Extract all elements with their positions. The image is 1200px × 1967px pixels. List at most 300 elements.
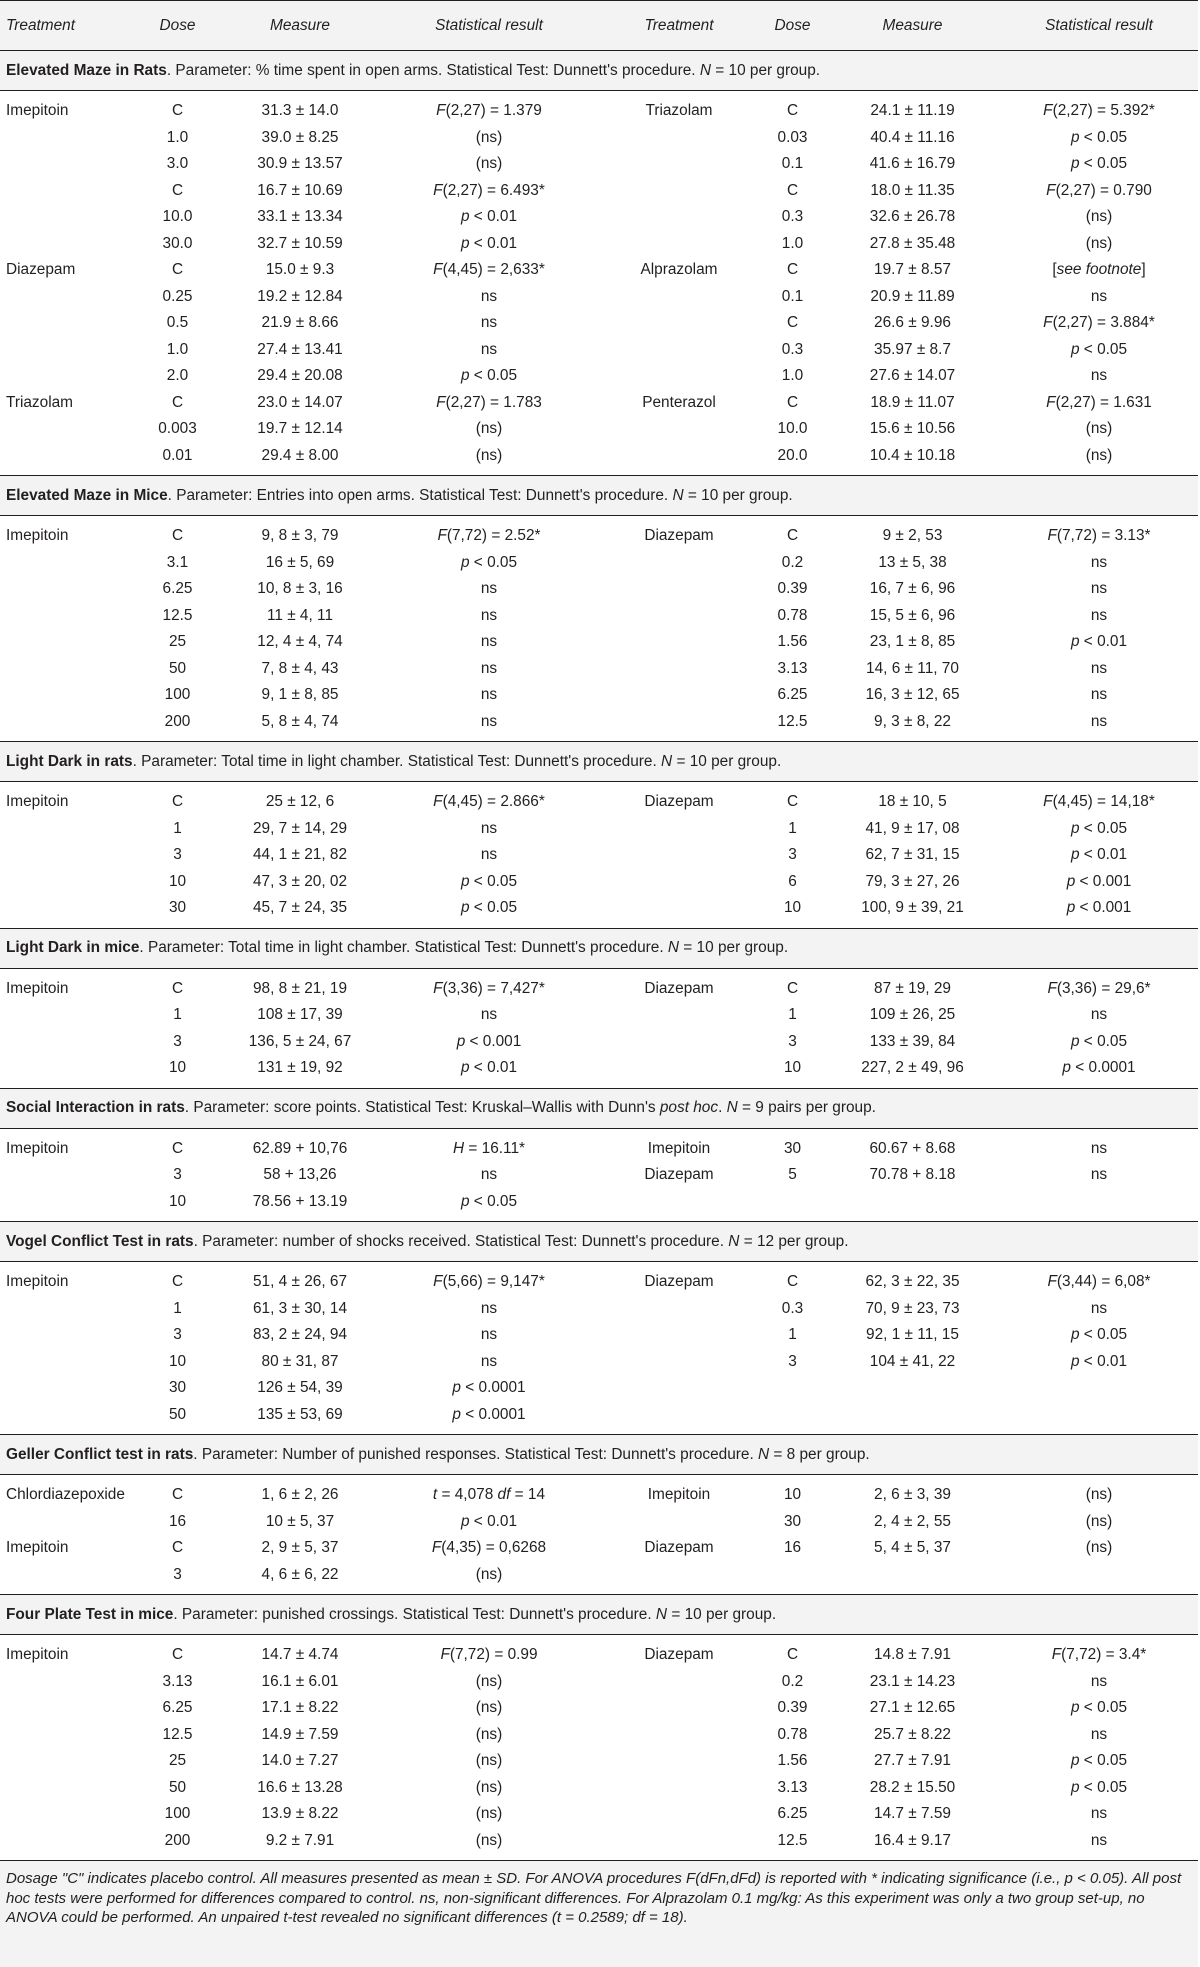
cell-treatment: Chlordiazepoxide <box>0 1475 135 1509</box>
cell-measure-2: 133 ± 39, 84 <box>825 1029 1000 1056</box>
cell-treatment <box>0 895 135 928</box>
cell-treatment-2 <box>598 656 760 683</box>
cell-dose-2 <box>760 1375 825 1402</box>
cell-stat-result-2: ns <box>1000 1002 1198 1029</box>
table-row <box>0 842 1198 869</box>
cell-dose-2 <box>760 1562 825 1595</box>
cell-stat-result-2: p < 0.05 <box>1000 1775 1198 1802</box>
table-row <box>0 1669 1198 1696</box>
cell-measure-2: 40.4 ± 11.16 <box>825 125 1000 152</box>
cell-measure-2: 62, 3 ± 22, 35 <box>825 1262 1000 1296</box>
cell-treatment-2 <box>598 709 760 742</box>
cell-dose: 10 <box>135 1349 220 1376</box>
cell-treatment-2: Triazolam <box>598 91 760 125</box>
cell-dose: 30 <box>135 895 220 928</box>
cell-treatment-2 <box>598 869 760 896</box>
cell-stat-result-2: ns <box>1000 709 1198 742</box>
cell-measure-2: 28.2 ± 15.50 <box>825 1775 1000 1802</box>
cell-treatment-2 <box>598 1349 760 1376</box>
cell-dose: 3.1 <box>135 550 220 577</box>
cell-dose-2: 0.1 <box>760 151 825 178</box>
cell-treatment <box>0 1055 135 1088</box>
cell-stat-result-2: ns <box>1000 682 1198 709</box>
cell-measure: 47, 3 ± 20, 02 <box>220 869 380 896</box>
cell-stat-result: p < 0.05 <box>380 895 598 928</box>
cell-measure-2: 16.4 ± 9.17 <box>825 1828 1000 1861</box>
cell-treatment-2: Diazepam <box>598 782 760 816</box>
table-row <box>0 1475 1198 1509</box>
cell-dose-2: C <box>760 782 825 816</box>
cell-stat-result: F(2,27) = 6.493* <box>380 178 598 205</box>
cell-treatment: Imepitoin <box>0 1535 135 1562</box>
cell-stat-result: p < 0.001 <box>380 1029 598 1056</box>
cell-dose-2: 3 <box>760 842 825 869</box>
cell-stat-result-2: p < 0.05 <box>1000 151 1198 178</box>
cell-treatment <box>0 1828 135 1861</box>
table-row <box>0 1748 1198 1775</box>
cell-treatment <box>0 1349 135 1376</box>
cell-dose-2: C <box>760 310 825 337</box>
cell-measure-2: 14, 6 ± 11, 70 <box>825 656 1000 683</box>
table-row <box>0 1055 1198 1088</box>
cell-measure-2: 18.9 ± 11.07 <box>825 390 1000 417</box>
cell-stat-result: F(5,66) = 9,147* <box>380 1262 598 1296</box>
section-caption <box>0 1595 1198 1635</box>
cell-measure: 131 ± 19, 92 <box>220 1055 380 1088</box>
cell-treatment <box>0 363 135 390</box>
section-description: . Parameter: score points. Statistical Test: Kruskal–Wallis with Dunn's post hoc. N = 9 pairs per group. <box>185 1099 876 1116</box>
cell-treatment-2 <box>598 363 760 390</box>
cell-stat-result: p < 0.01 <box>380 1055 598 1088</box>
cell-measure: 14.7 ± 4.74 <box>220 1635 380 1669</box>
cell-measure-2: 14.8 ± 7.91 <box>825 1635 1000 1669</box>
section-title: Vogel Conflict Test in rats <box>6 1233 194 1250</box>
table-row <box>0 629 1198 656</box>
cell-dose: C <box>135 1635 220 1669</box>
cell-measure-2 <box>825 1189 1000 1222</box>
cell-stat-result-2: p < 0.001 <box>1000 869 1198 896</box>
cell-treatment-2 <box>598 337 760 364</box>
section-description: . Parameter: Total time in light chamber. Statistical Test: Dunnett's procedure. N = 10 per group. <box>133 753 782 770</box>
cell-dose: 200 <box>135 1828 220 1861</box>
cell-dose-2: 16 <box>760 1535 825 1562</box>
cell-dose: 3 <box>135 842 220 869</box>
cell-dose-2: C <box>760 516 825 550</box>
cell-measure-2: 19.7 ± 8.57 <box>825 257 1000 284</box>
cell-measure: 51, 4 ± 26, 67 <box>220 1262 380 1296</box>
cell-measure: 16.7 ± 10.69 <box>220 178 380 205</box>
cell-stat-result: F(3,36) = 7,427* <box>380 968 598 1002</box>
cell-stat-result-2: (ns) <box>1000 1475 1198 1509</box>
table-row <box>0 1162 1198 1189</box>
cell-treatment-2 <box>598 1296 760 1323</box>
cell-dose-2: 12.5 <box>760 1828 825 1861</box>
cell-stat-result: ns <box>380 1002 598 1029</box>
table-row <box>0 231 1198 258</box>
cell-dose: 1 <box>135 816 220 843</box>
cell-treatment-2 <box>598 178 760 205</box>
table-row <box>0 1562 1198 1595</box>
cell-measure-2: 109 ± 26, 25 <box>825 1002 1000 1029</box>
cell-dose-2: 30 <box>760 1509 825 1536</box>
cell-treatment <box>0 1669 135 1696</box>
cell-measure-2: 23.1 ± 14.23 <box>825 1669 1000 1696</box>
table-row <box>0 1322 1198 1349</box>
cell-treatment <box>0 550 135 577</box>
cell-treatment-2 <box>598 231 760 258</box>
cell-measure: 9, 8 ± 3, 79 <box>220 516 380 550</box>
cell-stat-result-2: ns <box>1000 284 1198 311</box>
cell-measure: 83, 2 ± 24, 94 <box>220 1322 380 1349</box>
cell-measure-2: 227, 2 ± 49, 96 <box>825 1055 1000 1088</box>
cell-stat-result: (ns) <box>380 1695 598 1722</box>
cell-measure-2: 16, 3 ± 12, 65 <box>825 682 1000 709</box>
cell-stat-result-2: p < 0.05 <box>1000 337 1198 364</box>
cell-treatment-2 <box>598 1375 760 1402</box>
cell-measure: 16.6 ± 13.28 <box>220 1775 380 1802</box>
table-footnote: Dosage "C" indicates placebo control. All measures presented as mean ± SD. For ANOVA procedures F(dFn,dFd) is reported with * indicating significance (i.e., p < 0.05). All post hoc tests were performed for differences compared to control. ns, non-significant differences. For Alprazolam 0.1 mg/kg: As this experiment was only a two group set-up, no ANOVA could be performed. An unpaired t-test revealed no significant differences (t = 0.2589; df = 18). <box>0 1861 1198 1967</box>
cell-measure-2: 13 ± 5, 38 <box>825 550 1000 577</box>
table-row <box>0 603 1198 630</box>
section-caption <box>0 476 1198 516</box>
cell-treatment-2 <box>598 1509 760 1536</box>
cell-dose: C <box>135 516 220 550</box>
cell-measure: 17.1 ± 8.22 <box>220 1695 380 1722</box>
cell-treatment <box>0 416 135 443</box>
cell-treatment: Diazepam <box>0 257 135 284</box>
cell-stat-result: ns <box>380 576 598 603</box>
cell-stat-result-2: p < 0.05 <box>1000 1029 1198 1056</box>
cell-measure: 25 ± 12, 6 <box>220 782 380 816</box>
cell-dose-2: 20.0 <box>760 443 825 476</box>
cell-stat-result-2: F(7,72) = 3.4* <box>1000 1635 1198 1669</box>
cell-stat-result-2: ns <box>1000 1162 1198 1189</box>
cell-stat-result: ns <box>380 709 598 742</box>
cell-stat-result: ns <box>380 682 598 709</box>
cell-measure-2: 24.1 ± 11.19 <box>825 91 1000 125</box>
cell-treatment <box>0 337 135 364</box>
cell-stat-result: ns <box>380 337 598 364</box>
cell-treatment-2 <box>598 284 760 311</box>
table-row <box>0 125 1198 152</box>
cell-measure-2: 104 ± 41, 22 <box>825 1349 1000 1376</box>
cell-stat-result-2: p < 0.05 <box>1000 1695 1198 1722</box>
cell-treatment <box>0 310 135 337</box>
cell-stat-result: ns <box>380 1162 598 1189</box>
section-title: Geller Conflict test in rats <box>6 1446 193 1463</box>
table-row <box>0 151 1198 178</box>
cell-measure: 1, 6 ± 2, 26 <box>220 1475 380 1509</box>
cell-treatment-2 <box>598 1562 760 1595</box>
cell-stat-result-2: F(3,36) = 29,6* <box>1000 968 1198 1002</box>
cell-treatment-2 <box>598 842 760 869</box>
cell-measure-2: 5, 4 ± 5, 37 <box>825 1535 1000 1562</box>
cell-dose: C <box>135 178 220 205</box>
table-row <box>0 337 1198 364</box>
cell-measure: 31.3 ± 14.0 <box>220 91 380 125</box>
cell-treatment-2: Penterazol <box>598 390 760 417</box>
cell-dose: 50 <box>135 1775 220 1802</box>
section-description: . Parameter: punished crossings. Statistical Test: Dunnett's procedure. N = 10 per group. <box>173 1606 776 1623</box>
cell-stat-result: ns <box>380 629 598 656</box>
cell-measure: 19.2 ± 12.84 <box>220 284 380 311</box>
cell-stat-result-2 <box>1000 1402 1198 1435</box>
cell-measure: 19.7 ± 12.14 <box>220 416 380 443</box>
cell-treatment <box>0 1562 135 1595</box>
table-row <box>0 516 1198 550</box>
cell-stat-result-2: p < 0.05 <box>1000 1748 1198 1775</box>
cell-dose-2: C <box>760 390 825 417</box>
cell-measure-2: 60.67 + 8.68 <box>825 1128 1000 1162</box>
cell-dose: 3.13 <box>135 1669 220 1696</box>
cell-dose: 3 <box>135 1029 220 1056</box>
cell-measure-2: 14.7 ± 7.59 <box>825 1801 1000 1828</box>
cell-dose: 0.25 <box>135 284 220 311</box>
cell-treatment <box>0 1162 135 1189</box>
cell-dose-2 <box>760 1402 825 1435</box>
cell-dose-2: 0.78 <box>760 603 825 630</box>
cell-measure-2: 16, 7 ± 6, 96 <box>825 576 1000 603</box>
cell-treatment-2: Diazepam <box>598 1262 760 1296</box>
cell-treatment-2 <box>598 310 760 337</box>
cell-dose: 1 <box>135 1002 220 1029</box>
cell-treatment <box>0 682 135 709</box>
cell-treatment <box>0 816 135 843</box>
section-title: Elevated Maze in Rats <box>6 62 167 79</box>
cell-dose-2: 6.25 <box>760 682 825 709</box>
cell-treatment <box>0 1775 135 1802</box>
section-header <box>0 51 1198 91</box>
cell-stat-result-2: ns <box>1000 363 1198 390</box>
cell-stat-result-2: ns <box>1000 656 1198 683</box>
cell-dose: 50 <box>135 1402 220 1435</box>
cell-measure-2: 100, 9 ± 39, 21 <box>825 895 1000 928</box>
cell-dose: 12.5 <box>135 603 220 630</box>
table-row <box>0 682 1198 709</box>
cell-treatment: Imepitoin <box>0 1128 135 1162</box>
cell-measure-2: 27.7 ± 7.91 <box>825 1748 1000 1775</box>
cell-treatment-2 <box>598 1029 760 1056</box>
cell-dose: 6.25 <box>135 1695 220 1722</box>
cell-treatment <box>0 1296 135 1323</box>
cell-dose-2: C <box>760 968 825 1002</box>
cell-measure-2: 26.6 ± 9.96 <box>825 310 1000 337</box>
cell-treatment <box>0 231 135 258</box>
cell-measure-2: 15, 5 ± 6, 96 <box>825 603 1000 630</box>
cell-measure-2: 70.78 + 8.18 <box>825 1162 1000 1189</box>
cell-treatment <box>0 1322 135 1349</box>
cell-dose-2: C <box>760 257 825 284</box>
cell-dose-2: 0.03 <box>760 125 825 152</box>
cell-dose-2: C <box>760 1635 825 1669</box>
cell-stat-result: F(7,72) = 0.99 <box>380 1635 598 1669</box>
cell-treatment-2 <box>598 603 760 630</box>
cell-treatment-2 <box>598 895 760 928</box>
cell-stat-result-2: ns <box>1000 1128 1198 1162</box>
cell-treatment-2 <box>598 1801 760 1828</box>
cell-stat-result: p < 0.01 <box>380 204 598 231</box>
cell-measure-2: 15.6 ± 10.56 <box>825 416 1000 443</box>
cell-dose-2: C <box>760 91 825 125</box>
table-row <box>0 91 1198 125</box>
section-header <box>0 1435 1198 1475</box>
cell-treatment-2: Diazepam <box>598 968 760 1002</box>
section-description: . Parameter: Total time in light chamber. Statistical Test: Dunnett's procedure. N = 10 per group. <box>139 939 788 956</box>
cell-measure: 29.4 ± 8.00 <box>220 443 380 476</box>
cell-treatment-2 <box>598 416 760 443</box>
cell-treatment-2 <box>598 1775 760 1802</box>
table-row <box>0 1296 1198 1323</box>
cell-treatment <box>0 1509 135 1536</box>
section-description: . Parameter: % time spent in open arms. Statistical Test: Dunnett's procedure. N = 10 per group. <box>167 62 820 79</box>
cell-dose-2: 1 <box>760 1322 825 1349</box>
cell-treatment-2 <box>598 1669 760 1696</box>
cell-measure-2: 27.8 ± 35.48 <box>825 231 1000 258</box>
cell-stat-result: p < 0.0001 <box>380 1375 598 1402</box>
header-statistical-result: Statistical result <box>380 1 598 51</box>
cell-stat-result-2: (ns) <box>1000 1535 1198 1562</box>
cell-treatment <box>0 151 135 178</box>
cell-stat-result: p < 0.01 <box>380 231 598 258</box>
cell-treatment-2 <box>598 1402 760 1435</box>
cell-measure: 10, 8 ± 3, 16 <box>220 576 380 603</box>
table-row <box>0 576 1198 603</box>
cell-stat-result: F(4,45) = 2.866* <box>380 782 598 816</box>
cell-dose: 0.003 <box>135 416 220 443</box>
cell-treatment-2 <box>598 1322 760 1349</box>
cell-stat-result-2: ns <box>1000 603 1198 630</box>
cell-stat-result: (ns) <box>380 151 598 178</box>
cell-stat-result-2: F(2,27) = 0.790 <box>1000 178 1198 205</box>
cell-measure-2: 92, 1 ± 11, 15 <box>825 1322 1000 1349</box>
section-header <box>0 1222 1198 1262</box>
table-row <box>0 204 1198 231</box>
cell-treatment: Imepitoin <box>0 91 135 125</box>
cell-dose: 200 <box>135 709 220 742</box>
table-row <box>0 416 1198 443</box>
cell-measure-2 <box>825 1375 1000 1402</box>
cell-treatment <box>0 1029 135 1056</box>
table-row <box>0 1535 1198 1562</box>
cell-stat-result-2: ns <box>1000 550 1198 577</box>
cell-stat-result-2: p < 0.001 <box>1000 895 1198 928</box>
cell-stat-result-2: ns <box>1000 1669 1198 1696</box>
cell-treatment <box>0 204 135 231</box>
cell-dose: 1.0 <box>135 125 220 152</box>
cell-treatment <box>0 1002 135 1029</box>
cell-dose-2: 1.56 <box>760 629 825 656</box>
cell-dose: 1.0 <box>135 337 220 364</box>
cell-dose-2: 10 <box>760 895 825 928</box>
cell-dose: 10.0 <box>135 204 220 231</box>
cell-dose-2: 3 <box>760 1029 825 1056</box>
cell-dose: C <box>135 782 220 816</box>
cell-stat-result: ns <box>380 284 598 311</box>
cell-measure: 16 ± 5, 69 <box>220 550 380 577</box>
cell-stat-result-2: p < 0.05 <box>1000 125 1198 152</box>
cell-measure-2: 41, 9 ± 17, 08 <box>825 816 1000 843</box>
cell-measure-2: 27.1 ± 12.65 <box>825 1695 1000 1722</box>
cell-stat-result-2: p < 0.01 <box>1000 1349 1198 1376</box>
header-dose-2: Dose <box>760 1 825 51</box>
table-row <box>0 1722 1198 1749</box>
cell-treatment <box>0 1375 135 1402</box>
cell-dose-2: 6.25 <box>760 1801 825 1828</box>
cell-stat-result-2: (ns) <box>1000 416 1198 443</box>
cell-dose: 6.25 <box>135 576 220 603</box>
cell-dose: 10 <box>135 869 220 896</box>
cell-measure-2: 79, 3 ± 27, 26 <box>825 869 1000 896</box>
cell-dose-2: 10 <box>760 1055 825 1088</box>
cell-stat-result-2: (ns) <box>1000 231 1198 258</box>
cell-dose-2: 10.0 <box>760 416 825 443</box>
header-treatment: Treatment <box>0 1 135 51</box>
cell-dose-2: 10 <box>760 1475 825 1509</box>
table-row <box>0 869 1198 896</box>
cell-measure: 108 ± 17, 39 <box>220 1002 380 1029</box>
cell-treatment-2 <box>598 629 760 656</box>
cell-measure: 33.1 ± 13.34 <box>220 204 380 231</box>
cell-measure: 10 ± 5, 37 <box>220 1509 380 1536</box>
cell-stat-result: ns <box>380 1296 598 1323</box>
cell-stat-result-2 <box>1000 1189 1198 1222</box>
cell-stat-result-2: p < 0.05 <box>1000 816 1198 843</box>
cell-measure: 13.9 ± 8.22 <box>220 1801 380 1828</box>
cell-stat-result-2: (ns) <box>1000 443 1198 476</box>
header-measure: Measure <box>220 1 380 51</box>
cell-dose: C <box>135 1262 220 1296</box>
cell-measure-2: 2, 4 ± 2, 55 <box>825 1509 1000 1536</box>
section-header <box>0 1595 1198 1635</box>
cell-measure: 11 ± 4, 11 <box>220 603 380 630</box>
cell-stat-result: H = 16.11* <box>380 1128 598 1162</box>
cell-treatment-2 <box>598 1055 760 1088</box>
cell-dose-2: C <box>760 1262 825 1296</box>
table-row <box>0 1189 1198 1222</box>
cell-measure: 7, 8 ± 4, 43 <box>220 656 380 683</box>
section-title: Elevated Maze in Mice <box>6 487 168 504</box>
cell-measure-2: 25.7 ± 8.22 <box>825 1722 1000 1749</box>
cell-measure-2: 23, 1 ± 8, 85 <box>825 629 1000 656</box>
section-title: Four Plate Test in mice <box>6 1606 173 1623</box>
cell-treatment <box>0 709 135 742</box>
header-statistical-result-2: Statistical result <box>1000 1 1198 51</box>
cell-treatment-2 <box>598 443 760 476</box>
table-row <box>0 284 1198 311</box>
header-dose: Dose <box>135 1 220 51</box>
cell-treatment-2 <box>598 1695 760 1722</box>
cell-stat-result: (ns) <box>380 1801 598 1828</box>
cell-stat-result: F(7,72) = 2.52* <box>380 516 598 550</box>
cell-dose: 50 <box>135 656 220 683</box>
cell-dose-2: 1 <box>760 1002 825 1029</box>
cell-treatment-2: Diazepam <box>598 1535 760 1562</box>
cell-measure: 58 + 13,26 <box>220 1162 380 1189</box>
cell-measure: 9.2 ± 7.91 <box>220 1828 380 1861</box>
table-row <box>0 178 1198 205</box>
cell-stat-result-2: ns <box>1000 1722 1198 1749</box>
cell-stat-result: ns <box>380 1349 598 1376</box>
cell-dose: 0.01 <box>135 443 220 476</box>
cell-treatment <box>0 576 135 603</box>
cell-dose-2: 12.5 <box>760 709 825 742</box>
cell-treatment <box>0 284 135 311</box>
table-row <box>0 1029 1198 1056</box>
cell-stat-result-2: (ns) <box>1000 204 1198 231</box>
cell-measure: 14.0 ± 7.27 <box>220 1748 380 1775</box>
table-row <box>0 1262 1198 1296</box>
cell-treatment: Imepitoin <box>0 516 135 550</box>
